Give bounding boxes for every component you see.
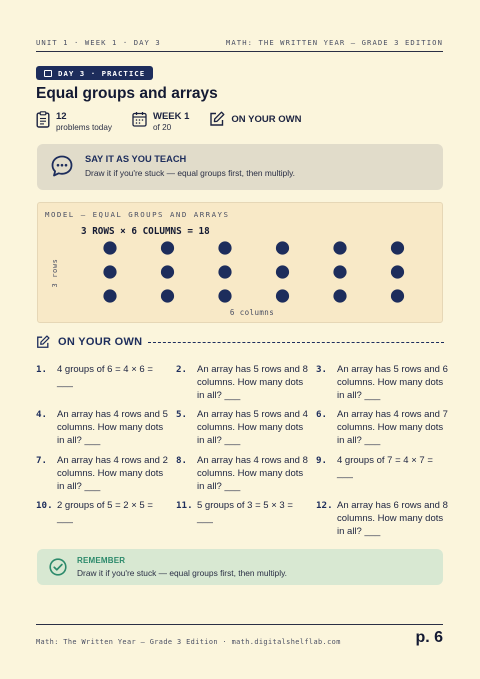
columns-label: 6 columns [229, 308, 275, 317]
problem-item [316, 408, 449, 447]
problem-number: 4. [36, 409, 48, 420]
problem-item [36, 408, 169, 447]
day-badge [36, 66, 153, 80]
problem-item [176, 408, 309, 447]
model-equation: 3 ROWS × 6 COLUMNS = 18 [81, 226, 210, 237]
problem-number: 8. [176, 455, 188, 466]
problem-item [36, 454, 169, 493]
problem-text: 4 groups of 7 = 4 × 7 = ___ [337, 455, 433, 479]
problem-item [176, 363, 309, 402]
problem-number: 2. [176, 364, 188, 375]
page-number: p. 6 [415, 629, 443, 646]
problem-text: 5 groups of 3 = 5 × 3 = ___ [197, 500, 293, 524]
model-caption: MODEL — EQUAL GROUPS AND ARRAYS [45, 210, 230, 219]
problem-text: 4 groups of 6 = 4 × 6 = ___ [57, 364, 153, 388]
stat-problems [36, 111, 112, 133]
problem-number: 6. [316, 409, 328, 420]
array-dot [391, 241, 404, 254]
array-dot [276, 265, 289, 278]
problems-count: 12 [56, 111, 67, 122]
problem-text: An array has 4 rows and 2 columns. How many dots in all? ___ [57, 455, 168, 492]
dot-array [38, 203, 444, 324]
problem-text: An array has 4 rows and 5 columns. How many dots in all? ___ [57, 409, 168, 446]
running-header [36, 38, 443, 47]
problem-text: An array has 4 rows and 7 columns. How many dots in all? ___ [337, 409, 448, 446]
problem-text: An array has 6 rows and 8 columns. How many dots in all? ___ [337, 500, 448, 537]
problem-number: 10. [36, 500, 53, 511]
array-dot [161, 265, 174, 278]
array-dot [333, 241, 346, 254]
problem-item [176, 454, 309, 493]
problem-item [36, 363, 169, 389]
array-dot [391, 289, 404, 302]
problem-text: An array has 5 rows and 6 columns. How many dots in all? ___ [337, 364, 448, 401]
array-dot [391, 265, 404, 278]
clipboard-icon [36, 111, 50, 128]
pencil-icon [209, 111, 225, 127]
say-it-heading: SAY IT AS YOU TEACH [85, 154, 187, 164]
check-circle-icon [49, 558, 67, 576]
array-dot [276, 241, 289, 254]
badge-label: DAY 3 · PRACTICE [58, 68, 146, 78]
problem-text: An array has 4 rows and 8 columns. How many dots in all? ___ [197, 455, 308, 492]
problem-number: 7. [36, 455, 48, 466]
remember-callout [37, 549, 443, 585]
header-right: MATH: THE WRITTEN YEAR — GRADE 3 EDITION [225, 38, 443, 47]
stat-mode [209, 111, 301, 129]
remember-text: Draw it if you're stuck — equal groups first, then multiply. [77, 568, 287, 578]
header-rule [36, 51, 443, 52]
problem-number: 3. [316, 364, 328, 375]
problem-item [36, 499, 169, 525]
problem-text: 2 groups of 5 = 2 × 5 = ___ [57, 500, 153, 524]
section-divider [148, 342, 444, 343]
problem-text: An array has 5 rows and 4 columns. How many dots in all? ___ [197, 409, 308, 446]
problem-number: 1. [36, 364, 48, 375]
section-label: ON YOUR OWN [58, 336, 143, 348]
page-title: Equal groups and arrays [36, 85, 218, 102]
mode-label: ON YOUR OWN [231, 114, 302, 125]
week-label: WEEK 1 [152, 111, 190, 122]
stat-week [132, 111, 189, 133]
array-dot [103, 241, 116, 254]
array-dot [333, 289, 346, 302]
problem-item [316, 499, 449, 538]
on-your-own-header [36, 334, 444, 350]
model-array-panel [37, 202, 443, 323]
problem-item [316, 454, 449, 480]
footer-rule [36, 624, 443, 625]
array-dot [218, 241, 231, 254]
calendar-icon [44, 70, 52, 77]
array-dot [161, 241, 174, 254]
header-left: UNIT 1 · WEEK 1 · DAY 3 [36, 38, 161, 47]
array-dot [218, 289, 231, 302]
pencil-icon [36, 335, 50, 349]
array-dot [276, 289, 289, 302]
array-dot [218, 265, 231, 278]
footer-text: Math: The Written Year — Grade 3 Edition · math.digitalshelflab.com [36, 638, 341, 646]
remember-heading: REMEMBER [77, 556, 126, 565]
problem-number: 11. [176, 500, 193, 511]
problems-label: problems today [56, 123, 112, 132]
problem-text: An array has 5 rows and 8 columns. How many dots in all? ___ [197, 364, 308, 401]
array-dot [161, 289, 174, 302]
array-dot [103, 265, 116, 278]
problem-item [316, 363, 449, 402]
problem-number: 9. [316, 455, 328, 466]
stats-row [36, 111, 321, 133]
problem-item [176, 499, 309, 525]
problem-number: 5. [176, 409, 188, 420]
calendar-icon [132, 111, 147, 127]
say-it-text: Draw it if you're stuck — equal groups first, then multiply. [85, 168, 295, 178]
problem-number: 12. [316, 500, 333, 511]
array-dot [103, 289, 116, 302]
rows-label: 3 rows [51, 258, 59, 288]
speech-bubble-icon [51, 155, 73, 177]
array-dot [333, 265, 346, 278]
say-it-callout [37, 144, 443, 190]
week-of: of 20 [152, 123, 172, 132]
